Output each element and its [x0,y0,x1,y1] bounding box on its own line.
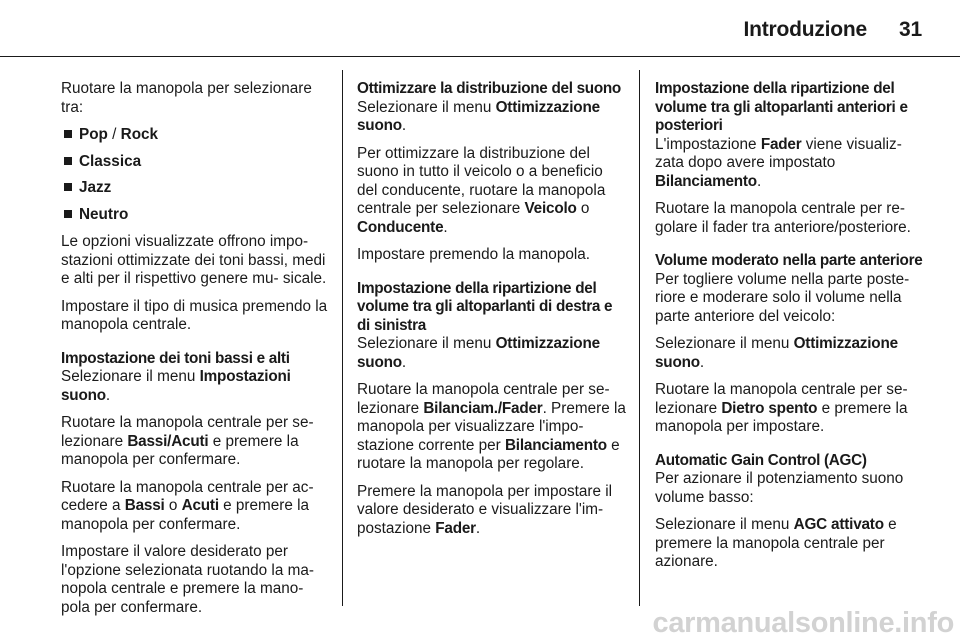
fader-paragraph: Premere la manopola per impostare il valore desiderato e visualizzare l'im- postazione Fader. [357,482,613,537]
options-paragraph: Le opzioni visualizzate offrono impo- stazioni ottimizzate dei toni bassi, medi e alti per il rispettivo genere mu- sicale. [61,233,327,287]
column-2 [357,80,627,547]
list-item: Pop / Rock [61,126,331,145]
section-heading-tones: Impostazione dei toni bassi e alti [61,349,290,367]
section-heading-front-volume: Volume moderato nella parte anteriore [655,252,923,269]
menu-paragraph: Selezionare il menu Impostazioni suono. [61,368,291,404]
set-type-paragraph: Impostare il tipo di musica premendo la manopola centrale. [61,297,328,333]
menu-paragraph: Selezionare il menu Ottimizzazione suono. [655,335,898,371]
page-header [0,18,922,42]
list-item: Jazz [61,179,331,198]
section-heading-left-right: Impostazione della ripartizione del volume tra gli altoparlanti di destra e di sinistra [357,279,613,334]
section-heading-agc: Automatic Gain Control (AGC) [655,451,867,469]
rear-off-paragraph: Ruotare la manopola centrale per se- lezionare Dietro spento e premere la manopola per impostare. [655,381,908,435]
section-heading-front-rear: Impostazione della ripartizione del volume tra gli altoparlanti anteriori e posteriori [655,80,908,134]
press-paragraph: Impostare premendo la manopola. [357,246,590,263]
menu-paragraph: Selezionare il menu Ottimizzazione suono. [357,335,600,371]
section-heading-optimize: Ottimizzare la distribuzione del suono [357,80,621,97]
fader-rotate-paragraph: Ruotare la manopola centrale per re- golare il fader tra anteriore/posteriore. [655,200,911,236]
rotate-paragraph-1: Ruotare la manopola centrale per se- lezionare Bassi/Acuti e premere la manopola per confermare. [61,414,314,468]
menu-paragraph: Selezionare il menu Ottimizzazione suono. [357,98,600,134]
column-1 [61,80,331,626]
page-title: Introduzione [743,18,868,41]
balance-paragraph: Ruotare la manopola centrale per se- lezionare Bilanciam./Fader. Premere la manopola per visualizzare l'impo- stazione corrente per Bilanciamento e ruotare la manopola per regolare. [357,381,626,472]
fader-info-paragraph: L'impostazione Fader viene visualiz- zata dopo avere impostato Bilanciamento. [655,135,902,190]
bullet-square-icon [64,130,72,138]
column-divider-2 [639,70,640,606]
genre-list [61,126,331,224]
column-3 [655,80,923,581]
column-divider-1 [342,70,343,606]
list-item: Neutro [61,206,331,225]
front-volume-paragraph: Per togliere volume nella parte poste- riore e moderare solo il volume nella parte anteriore del veicolo: [655,270,910,325]
bullet-square-icon [64,157,72,165]
list-item: Classica [61,153,331,172]
agc-paragraph: Per azionare il potenziamento suono volume basso: [655,470,904,506]
page-number: 31 [899,18,922,41]
watermark: carmanualsonline.info [652,607,954,639]
bullet-square-icon [64,210,72,218]
intro-paragraph: Ruotare la manopola per selezionare tra: [61,80,312,116]
agc-menu-paragraph: Selezionare il menu AGC attivato e premere la manopola centrale per azionare. [655,516,897,570]
value-paragraph: Impostare il valore desiderato per l'opzione selezionata ruotando la ma- nopola centrale e premere la mano- pola per confermare. [61,543,314,616]
header-rule [0,56,960,57]
bullet-square-icon [64,183,72,191]
optimize-paragraph: Per ottimizzare la distribuzione del suono in tutto il veicolo o a beneficio del conducente, ruotare la manopola centrale per selezionare Veicolo o Conducente. [357,144,606,236]
rotate-paragraph-2: Ruotare la manopola centrale per ac- cedere a Bassi o Acuti e premere la manopola per confermare. [61,478,314,533]
